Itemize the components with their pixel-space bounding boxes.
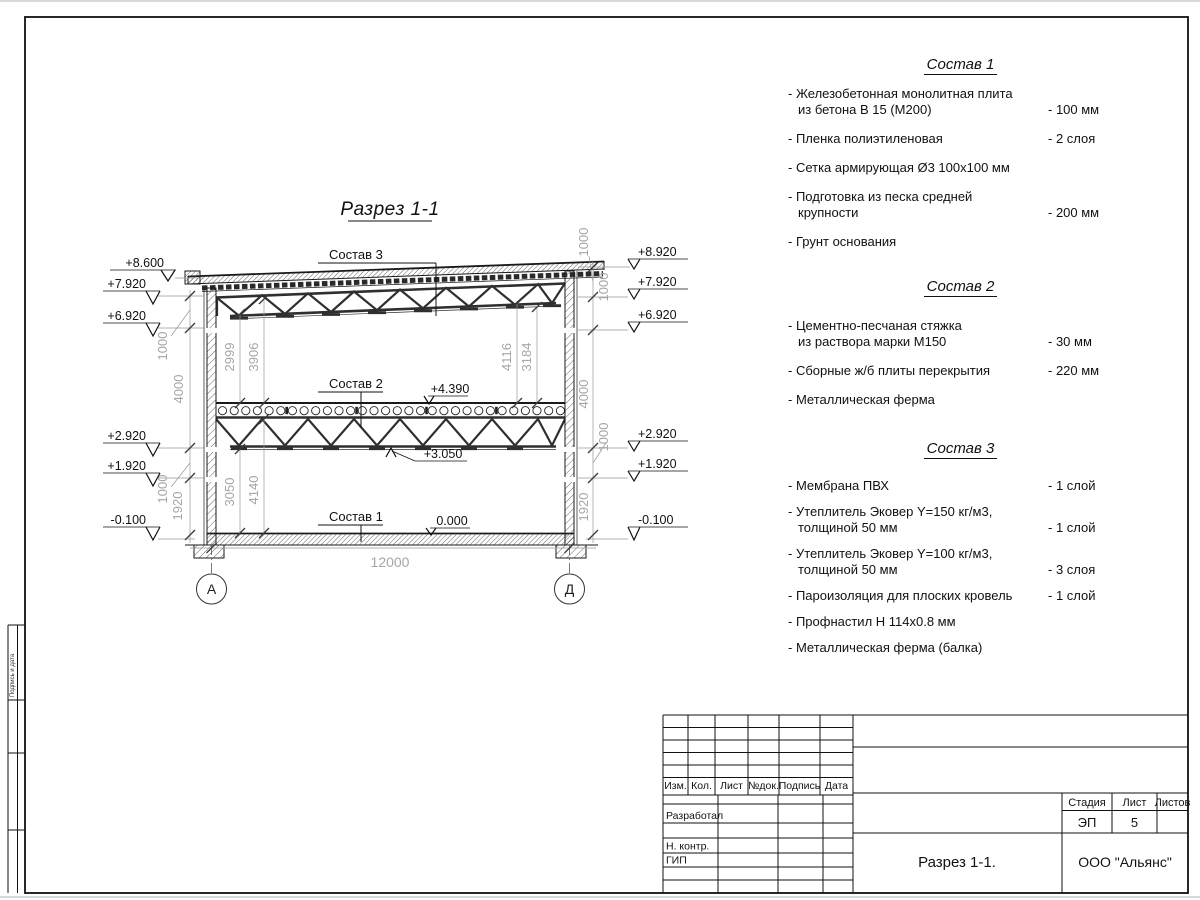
section-title: Разрез 1-1: [340, 199, 440, 220]
callout-roof-label: Состав 3: [329, 247, 383, 262]
svg-text:3184: 3184: [519, 342, 534, 372]
svg-text:0.000: 0.000: [436, 514, 468, 528]
composition-item: - Сборные ж/б плиты перекрытия - 220 мм: [788, 363, 1100, 378]
svg-text:Подпись: Подпись: [778, 780, 821, 792]
span-dimension: 12000: [370, 554, 410, 570]
svg-text:Дата: Дата: [824, 780, 849, 792]
item-value: - 220 мм: [1048, 363, 1100, 378]
elevation-mark: [628, 308, 688, 332]
composition-item: - Сетка армирующая Ø3 100х100 мм: [788, 160, 1010, 175]
svg-text:-0.100: -0.100: [110, 513, 146, 527]
svg-text:4000: 4000: [171, 374, 186, 404]
wall-left: [204, 288, 217, 545]
svg-text:Кол.: Кол.: [691, 780, 712, 792]
composition-item: - Цементно-песчаная стяжка из раствора марки М150 - 30 мм: [788, 318, 1092, 349]
svg-text:3050: 3050: [222, 477, 237, 507]
composition-3-title: Состав 3: [788, 439, 1133, 458]
stage-label: Стадия: [1068, 797, 1106, 809]
roof-end-detail: [185, 271, 200, 284]
elevation-mark: [103, 309, 160, 336]
svg-text:Н. контр.: Н. контр.: [666, 840, 710, 853]
svg-text:+6.920: +6.920: [107, 309, 146, 323]
svg-text:+4.390: +4.390: [430, 382, 470, 396]
composition-item: - Металлическая ферма (балка): [788, 640, 983, 655]
svg-text:+2.920: +2.920: [638, 427, 677, 441]
svg-text:1000: 1000: [596, 422, 611, 452]
svg-text:+2.920: +2.920: [107, 429, 146, 443]
svg-text:Лист: Лист: [720, 780, 743, 792]
composition-2-title: Состав 2: [788, 277, 1133, 296]
composition-item: - Железобетонная монолитная плита из бетона В 15 (М200) - 100 мм: [788, 86, 1100, 117]
floor-truss: [216, 418, 565, 450]
svg-text:№док.: №док.: [748, 780, 779, 792]
svg-text:1000: 1000: [596, 272, 611, 302]
composition-item: - Пароизоляция для плоских кровель - 1 слой: [788, 588, 1096, 603]
svg-text:4000: 4000: [576, 379, 591, 409]
stage-value: ЭП: [1077, 815, 1097, 830]
svg-text:+1.920: +1.920: [107, 459, 146, 473]
title-block: [663, 715, 1191, 893]
elevation-mark-truss-bottom: [386, 447, 467, 461]
sheet-value: 5: [1130, 815, 1139, 830]
elevation-mark: [103, 429, 160, 456]
composition-item: - Утеплитель Эковер Y=150 кг/м3, толщиной 50 мм - 1 слой: [788, 504, 1096, 535]
composition-list-2: [788, 277, 1133, 421]
composition-item: - Грунт основания: [788, 234, 897, 249]
callout-slab-label: Состав 2: [329, 376, 383, 391]
composition-item: - Подготовка из песка средней крупности - 200 мм: [788, 189, 1100, 220]
svg-text:4116: 4116: [499, 343, 514, 371]
elevation-mark-slab-top: [424, 382, 469, 404]
elevation-mark-floor: [426, 514, 470, 535]
elevation-mark: [628, 457, 688, 481]
svg-text:Разработал: Разработал: [666, 810, 724, 822]
svg-text:+3.050: +3.050: [423, 447, 463, 461]
callout-floor-label: Состав 1: [329, 509, 383, 524]
left-attachment-strip: [8, 625, 25, 893]
footing-left: [194, 545, 224, 558]
item-value: - 2 слоя: [1048, 131, 1096, 146]
elevation-mark: [628, 513, 688, 540]
svg-text:-0.100: -0.100: [638, 513, 674, 527]
svg-text:+7.920: +7.920: [107, 277, 146, 291]
composition-1-title: Состав 1: [788, 55, 1133, 74]
elevation-mark: [628, 275, 688, 299]
svg-text:Изм.: Изм.: [664, 780, 687, 792]
item-value: - 1 слой: [1048, 588, 1096, 603]
composition-list-3: [788, 439, 1133, 666]
svg-text:1000: 1000: [155, 331, 170, 361]
item-value: - 100 мм: [1048, 102, 1100, 117]
svg-text:+6.920: +6.920: [638, 308, 677, 322]
composition-item: - Утеплитель Эковер Y=100 кг/м3, толщиной 50 мм - 3 слоя: [788, 546, 1096, 577]
item-value: - 3 слоя: [1048, 562, 1096, 577]
svg-text:3906: 3906: [246, 342, 261, 372]
svg-text:1000: 1000: [155, 474, 170, 504]
section-drawing: [103, 199, 688, 604]
elevation-mark: [103, 277, 160, 304]
axis-label-d: Д: [564, 581, 575, 597]
item-value: - 1 слой: [1048, 520, 1096, 535]
side-strip-label: Подпись и дата: [10, 653, 16, 697]
svg-text:ГИП: ГИП: [666, 854, 687, 867]
sheet-label: Лист: [1122, 797, 1147, 809]
svg-text:2999: 2999: [222, 342, 237, 372]
sheets-label: Листов: [1154, 797, 1191, 809]
title-block-stage: [1068, 797, 1190, 830]
svg-text:1000: 1000: [576, 227, 591, 257]
item-value: - 30 мм: [1048, 334, 1092, 349]
item-value: - 1 слой: [1048, 478, 1096, 493]
item-value: - 200 мм: [1048, 205, 1100, 220]
title-block-headers: [664, 780, 848, 792]
svg-text:1920: 1920: [170, 491, 185, 521]
elevation-mark: [628, 245, 688, 269]
composition-item: - Пленка полиэтиленовая - 2 слоя: [788, 131, 1096, 146]
composition-list-1: [788, 55, 1133, 263]
elevation-mark: [103, 459, 160, 486]
svg-text:1920: 1920: [576, 492, 591, 522]
composition-item: - Металлическая ферма: [788, 392, 935, 407]
elevation-marks-right: [628, 245, 688, 540]
svg-text:+8.600: +8.600: [125, 256, 164, 270]
document-name: Разрез 1-1.: [918, 854, 996, 871]
svg-text:+7.920: +7.920: [638, 275, 677, 289]
composition-item: - Профнастил Н 114х0.8 мм: [788, 614, 956, 629]
elevation-mark: [103, 513, 160, 540]
svg-text:+1.920: +1.920: [638, 457, 677, 471]
composition-item: - Мембрана ПВХ - 1 слой: [788, 478, 1096, 493]
organization-name: ООО "Альянс": [1078, 854, 1172, 870]
elevation-mark: [628, 427, 688, 451]
svg-text:+8.920: +8.920: [638, 245, 677, 259]
axis-label-a: А: [206, 581, 217, 597]
roof-truss: [216, 283, 565, 319]
svg-text:4140: 4140: [246, 475, 261, 505]
